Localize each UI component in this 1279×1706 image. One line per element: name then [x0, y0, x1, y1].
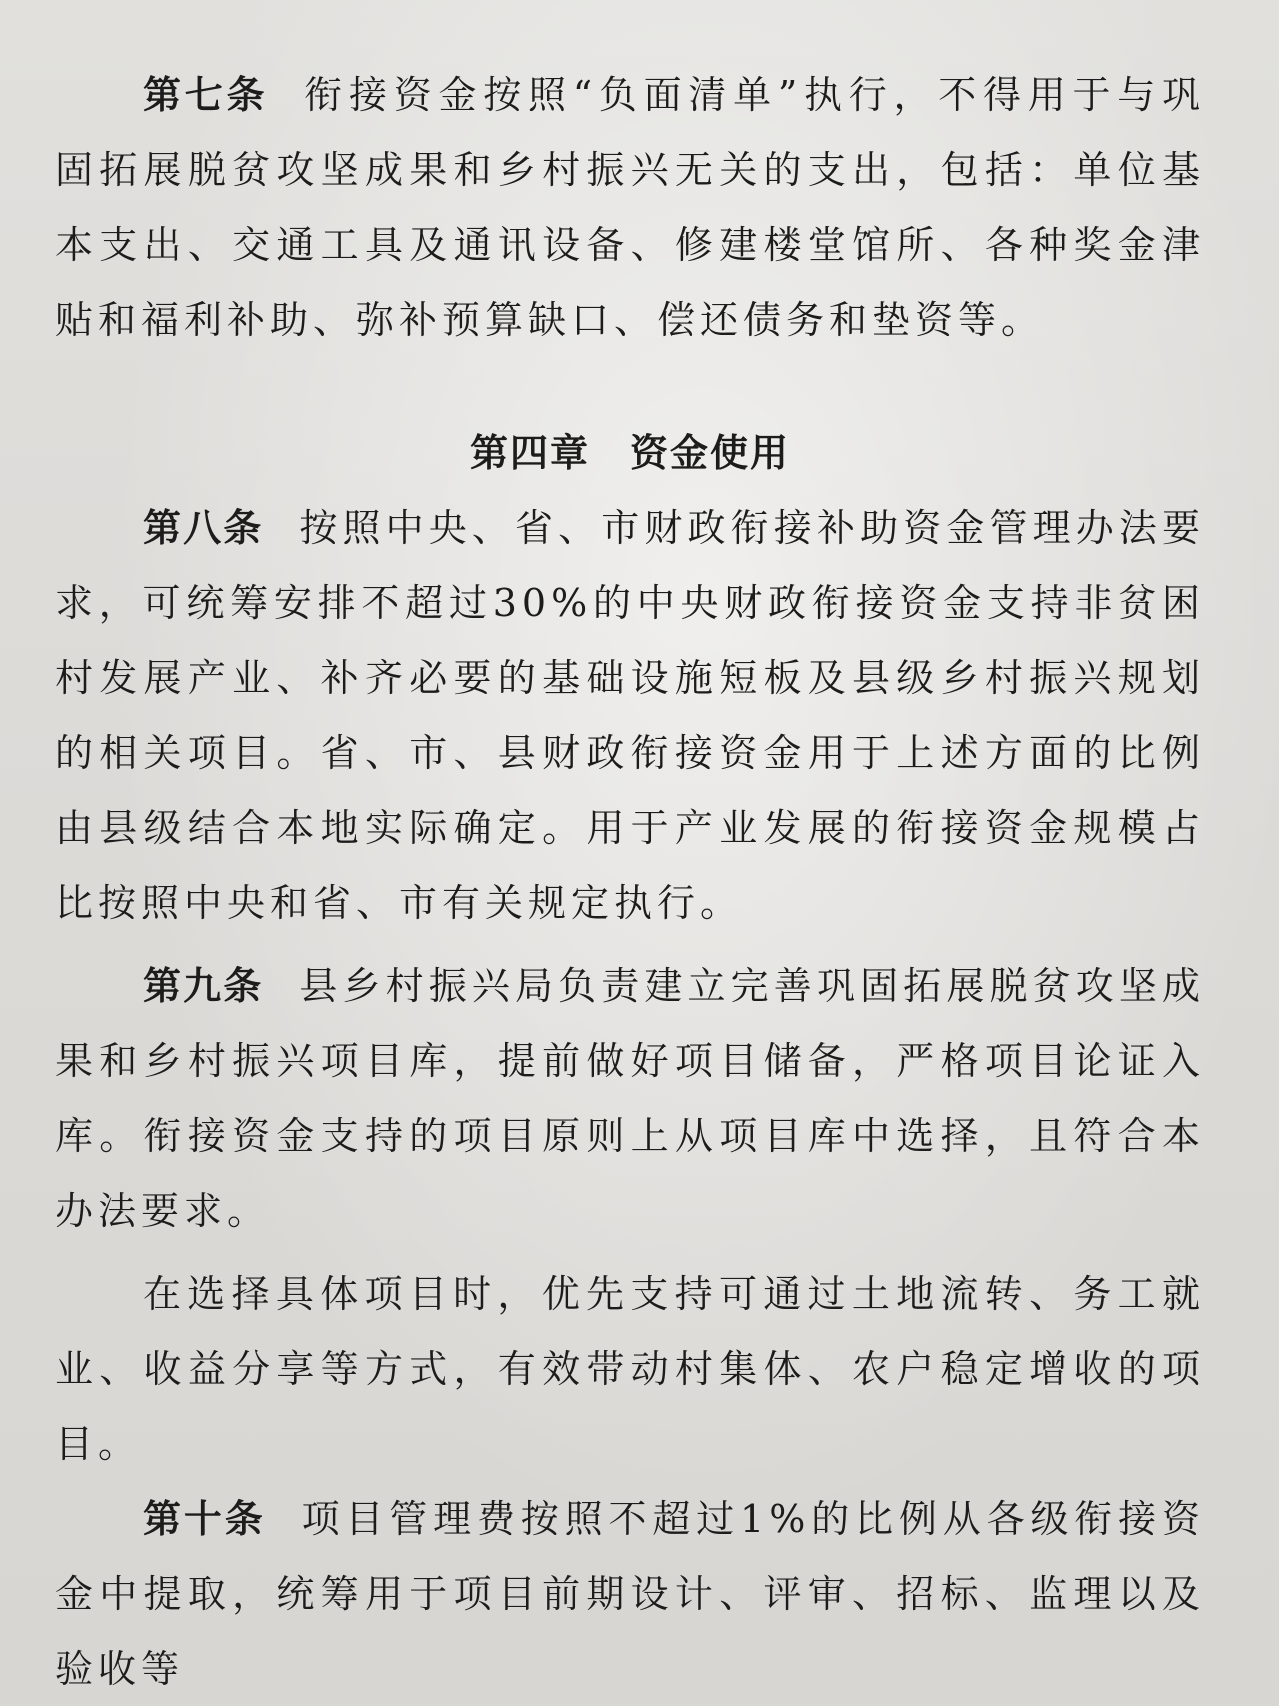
chapter-4-heading: [55, 416, 1205, 491]
document-body: [55, 58, 1205, 1706]
article-7-label: 第七条: [143, 73, 269, 117]
article-10-paragraph: [55, 1482, 1205, 1706]
article-7-paragraph: [55, 58, 1205, 358]
article-8-text: 按照中央、省、市财政衔接补助资金管理办法要求，可统筹安排不超过30%的中央财政衔接资金支持非贫困村发展产业、补齐必要的基础设施短板及县级乡村振兴规划的相关项目。省、市、县财政衔接资金用于上述方面的比例由县级结合本地实际确定。用于产业发展的衔接资金规模占比按照中央和省、市有关规定执行。: [55, 506, 1205, 925]
chapter-4-title: 资金使用: [630, 431, 791, 475]
article-10-label: 第十条: [143, 1497, 266, 1541]
article-7-text: 衔接资金按照“负面清单”执行，不得用于与巩固拓展脱贫攻坚成果和乡村振兴无关的支出，包括：单位基本支出、交通工具及通讯设备、修建楼堂馆所、各种奖金津贴和福利补助、弥补预算缺口、偿还债务和垫资等。: [55, 73, 1205, 342]
article-9-second-text: 在选择具体项目时，优先支持可通过土地流转、务工就业、收益分享等方式，有效带动村集体、农户稳定增收的项目。: [55, 1272, 1205, 1466]
article-9-second-paragraph: [55, 1257, 1205, 1482]
article-9-label: 第九条: [143, 964, 264, 1008]
article-8-paragraph: [55, 491, 1205, 941]
article-9-text: 县乡村振兴局负责建立完善巩固拓展脱贫攻坚成果和乡村振兴项目库，提前做好项目储备，严格项目论证入库。衔接资金支持的项目原则上从项目库中选择，且符合本办法要求。: [55, 964, 1205, 1233]
chapter-4-number: 第四章: [469, 431, 590, 475]
article-10-text: 项目管理费按照不超过1%的比例从各级衔接资金中提取，统筹用于项目前期设计、评审、招标、监理以及验收等: [55, 1497, 1205, 1691]
article-8-label: 第八条: [143, 506, 264, 550]
article-9-paragraph: [55, 949, 1205, 1249]
